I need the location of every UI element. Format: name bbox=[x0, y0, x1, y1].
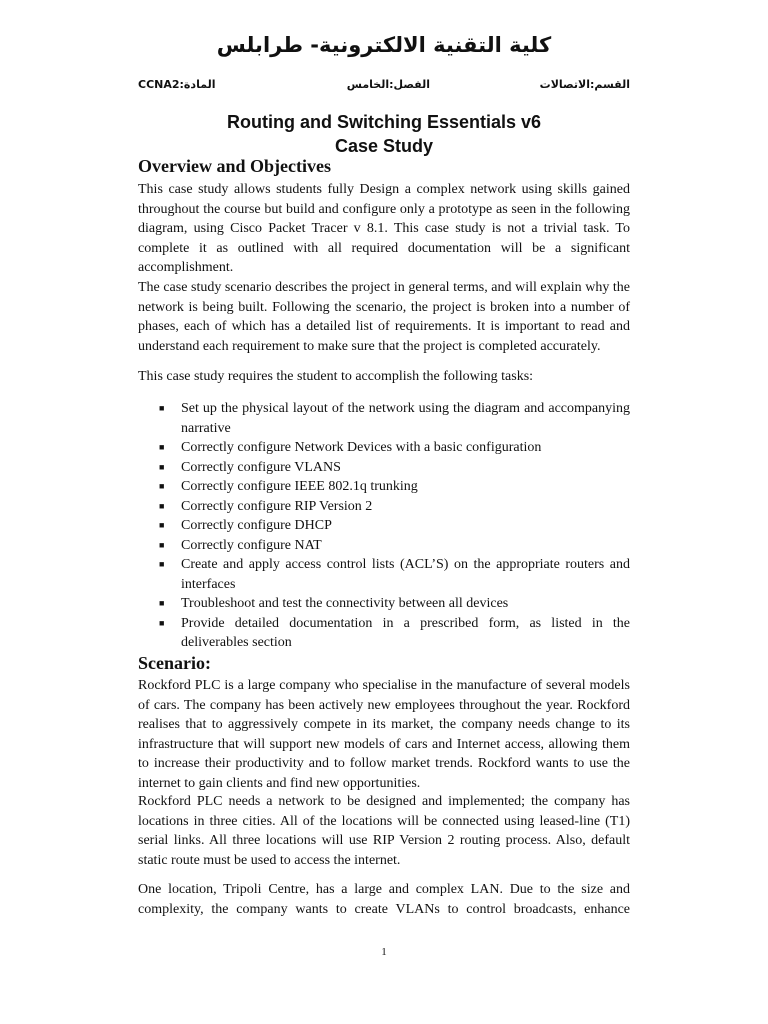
scenario-heading: Scenario: bbox=[138, 653, 211, 673]
bullet-icon: ■ bbox=[159, 461, 165, 472]
overview-paragraph: This case study allows students fully Design a complex network using skills gained throughout the course but build and configure only a prototype as seen in the following diagram, using Cisco Packet Tracer v 8.1. This case study is not a trivial task. To complete it as outlined with all required documentation will be a significant accomplishment. bbox=[138, 182, 630, 275]
bullet-icon: ■ bbox=[159, 559, 165, 569]
subject-label: المادة:CCNA2 bbox=[138, 78, 216, 91]
bullet-icon: ■ bbox=[159, 598, 165, 608]
page-number: 1 bbox=[381, 946, 387, 958]
list-item: ■ Correctly configure IEEE 802.1q trunking bbox=[138, 477, 630, 497]
bullet-icon: ■ bbox=[159, 442, 165, 452]
bullet-icon: ■ bbox=[159, 500, 165, 511]
task-list bbox=[138, 399, 630, 653]
list-item: ■ Create and apply access control lists (ACL’S) on the appropriate routers and interfaces bbox=[159, 557, 630, 592]
bullet-icon: ■ bbox=[159, 481, 165, 491]
list-item: ■ Provide detailed documentation in a prescribed form, as listed in the deliverables section bbox=[159, 615, 630, 650]
scenario-paragraph: Rockford PLC needs a network to be designed and implemented; the company has locations in three cities. All of the locations will be connected using leased-line (T1) serial links. All three locations will use RIP Version 2 routing process. Also, default static route must be used to access the internet. bbox=[138, 794, 630, 868]
document-title: Routing and Switching Essentials v6 bbox=[226, 112, 542, 132]
semester-label: الفصل:الخامس bbox=[346, 78, 430, 91]
list-item: ■ Correctly configure Network Devices with a basic configuration bbox=[138, 438, 630, 458]
bullet-icon: ■ bbox=[159, 539, 165, 550]
bullet-icon: ■ bbox=[159, 403, 165, 413]
scenario-paragraph: Rockford PLC is a large company who specialise in the manufacture of several models of cars. The company has been actively new employees throughout the year. Rockford realises that to aggressively compete in its market, the company needs change to its infrastructure that will support new models of cars and Internet access, allowing them to increase their productivity and to follow market trends. Rockford wants to use the internet to gain clients and find new opportunities. bbox=[138, 678, 630, 791]
tasks-intro: This case study requires the student to accomplish the following tasks: bbox=[138, 369, 534, 384]
list-item: ■ Correctly configure VLANS bbox=[138, 458, 630, 478]
overview-heading: Overview and Objectives bbox=[138, 156, 331, 176]
bullet-icon: ■ bbox=[159, 617, 165, 628]
overview-paragraph: The case study scenario describes the project in general terms, and will explain why the network is being built. Following the scenario, the project is broken into a number of phases, each of which has a detailed list of requirements. It is important to read and understand each requirement to make sure that the project is completed accurately. bbox=[138, 280, 630, 354]
list-item: ■ Set up the physical layout of the network using the diagram and accompanying narrative bbox=[159, 401, 630, 436]
scenario-paragraph: One location, Tripoli Centre, has a large and complex LAN. Due to the size and complexity, the company wants to create VLANs to control broadcasts, enhance bbox=[138, 882, 630, 917]
list-item: ■ Correctly configure NAT bbox=[138, 536, 630, 556]
list-item: ■ Troubleshoot and test the connectivity between all devices bbox=[138, 594, 630, 614]
list-item: ■ Correctly configure RIP Version 2 bbox=[138, 497, 630, 517]
list-item: ■ Correctly configure DHCP bbox=[138, 516, 630, 536]
college-name: كلية التقنية الالكترونية- طرابلس bbox=[216, 33, 552, 57]
department-label: القسم:الاتصالات bbox=[539, 78, 630, 91]
bullet-icon: ■ bbox=[159, 520, 165, 530]
document-subtitle: Case Study bbox=[334, 136, 434, 156]
